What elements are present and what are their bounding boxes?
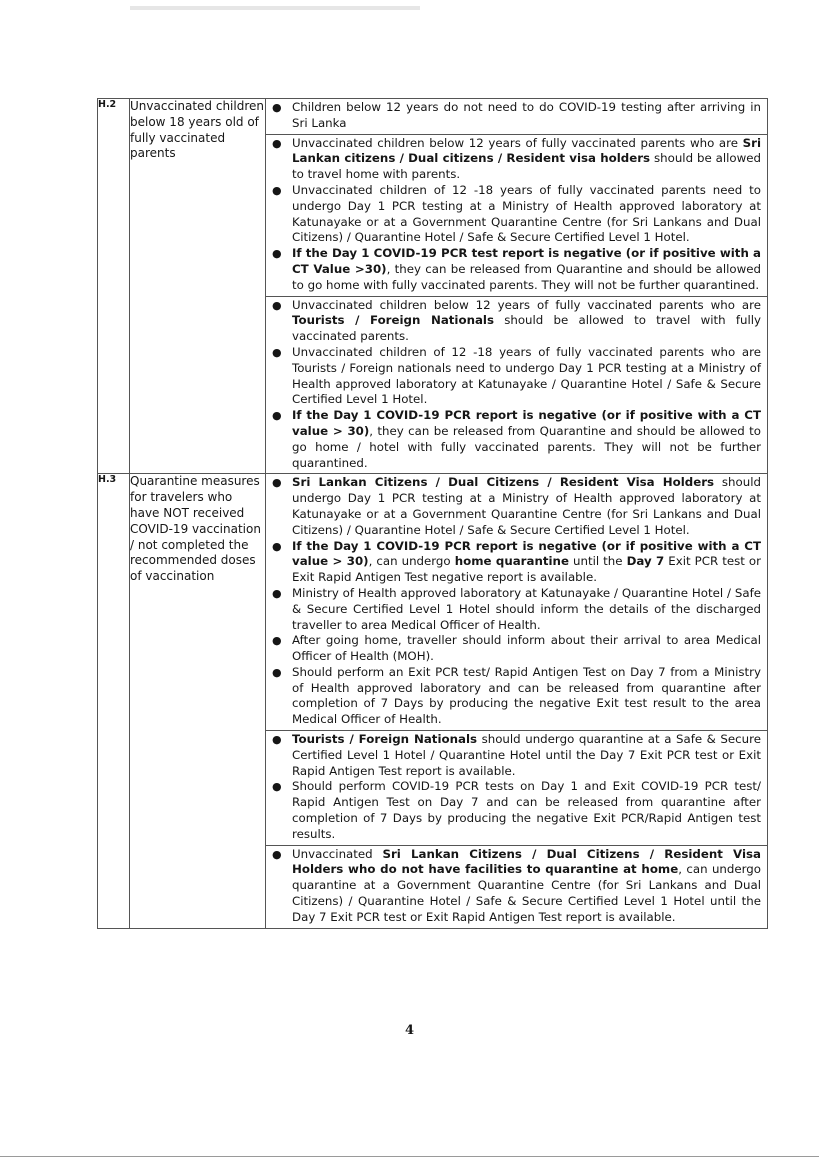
text: Ministry of Health approved laboratory at Katunayake / Quarantine Hotel / Safe & Secure Certified Level 1 Hotel should inform the details of the discharged traveller to area Medical Officer of Health.: [292, 585, 761, 632]
text: , can undergo: [368, 554, 455, 569]
text: Children below 12 years do not need to do COVID-19 testing after arriving in Sri Lanka: [292, 100, 761, 130]
text: After going home, traveller should inform about their arrival to area Medical Officer of Health (MOH).: [292, 633, 761, 664]
bold-text: Sri Lankan Citizens / Dual Citizens / Resident Visa Holders: [292, 475, 715, 490]
bullet-list: [266, 99, 767, 134]
bullet-dot-icon: ●: [272, 665, 282, 679]
text: should undergo Day 1 PCR testing at a Ministry of Health approved laboratory at Katunayake or at a Government Quarantine Centre (for Sri Lankans and Dual Citizens) / Quarantine Hotel / Safe & Secure Certified Level 1 Hotel.: [292, 475, 761, 537]
bullet-item: [272, 538, 762, 586]
bullet-item: [272, 182, 761, 246]
bullet-item: [272, 475, 761, 538]
bullet-list: [266, 135, 767, 296]
bullet-dot-icon: ●: [272, 409, 282, 423]
bullet-item: [272, 408, 761, 471]
guideline-cell: [266, 731, 768, 846]
bullet-dot-icon: ●: [272, 780, 282, 794]
bullet-item: [272, 135, 761, 183]
bold-text: Sri Lankan Citizens / Dual Citizens / Resident Visa Holders who do not have facilities to quarantine at home: [292, 846, 761, 877]
text: should undergo quarantine at a Safe & Secure Certified Level 1 Hotel / Quarantine Hotel until the Day 7 Exit PCR test or Exit Rapid Antigen Test report is available.: [292, 732, 761, 778]
bullet-dot-icon: ●: [272, 539, 282, 553]
bullet-dot-icon: ●: [272, 101, 282, 114]
scan-artifact: [130, 6, 420, 10]
bullet-dot-icon: ●: [272, 847, 282, 861]
bullet-item: [272, 585, 761, 633]
text: should be allowed to travel with fully vaccinated parents.: [292, 313, 762, 344]
bullet-item: [272, 246, 762, 293]
bullet-item: [272, 297, 762, 345]
text: Exit PCR test or Exit Rapid Antigen Test negative report is available.: [292, 554, 762, 585]
bold-text: If the Day 1 COVID-19 PCR report is negative (or if positive with a CT value > 30): [292, 538, 761, 569]
bullet-item: [272, 664, 761, 728]
bullet-dot-icon: ●: [272, 247, 282, 261]
bullet-dot-icon: ●: [272, 298, 282, 312]
bullet-dot-icon: ●: [272, 345, 282, 359]
text: Unvaccinated: [292, 846, 383, 861]
text: Unvaccinated children of 12 -18 years of fully vaccinated parents who are Tourists / Foreign nationals need to undergo Day 1 PCR testing at a Ministry of Health approved laboratory at Katunayake / Quarantine Hotel / Safe & Secure Certified Level 1 Hotel.: [292, 344, 761, 407]
bullet-item: [272, 633, 761, 665]
guideline-cell: [266, 99, 768, 135]
page-bottom-rule: [0, 1156, 819, 1157]
bullet-list: [266, 846, 767, 928]
section-title: Quarantine measures for travelers who have NOT received COVID-19 vaccination / not completed the recommended doses of vaccination: [130, 474, 266, 928]
text: Unvaccinated children of 12 -18 years of fully vaccinated parents need to undergo Day 1 PCR testing at a Ministry of Health approved laboratory at Katunayake or at a Government Quarantine Centre (for Sri Lankans and Dual Citizens) / Quarantine Hotel / Safe & Secure Certified Level 1 Hotel.: [292, 182, 761, 245]
bold-text: Tourists / Foreign Nationals: [292, 313, 494, 328]
text: , they can be released from Quarantine and should be allowed to go home / hotel with fully vaccinated parents. They will not be further quarantined.: [292, 423, 761, 470]
section-code: H.2: [98, 99, 130, 474]
section-title: Unvaccinated children below 18 years old of fully vaccinated parents: [130, 99, 266, 474]
section-code: H.3: [98, 474, 130, 928]
bold-text: If the Day 1 COVID-19 PCR test report is negative (or if positive with a CT Value >30): [292, 246, 761, 276]
bold-text: Tourists / Foreign Nationals: [292, 732, 478, 747]
text: , can undergo quarantine at a Government Quarantine Centre (for Sri Lankans and Dual Citizens) / Quarantine Hotel / Safe & Secure Certified Level 1 Hotel until the Day 7 Exit PCR test or Exit Rapid Antigen Test report is available.: [292, 862, 761, 924]
guidelines-table: [97, 98, 768, 929]
bullet-item: [272, 344, 761, 408]
guideline-cell: [266, 845, 768, 928]
bullet-list: [266, 474, 767, 730]
bullet-list: [266, 297, 767, 474]
text: should be allowed to travel home with parents.: [292, 151, 761, 182]
bold-text: If the Day 1 COVID-19 PCR report is negative (or if positive with a CT value > 30): [292, 408, 761, 438]
text: Should perform an Exit PCR test/ Rapid Antigen Test on Day 7 from a Ministry of Health approved laboratory and can be released from quarantine after completion of 7 Days by producing the negative Exit test result to the area Medical Officer of Health.: [292, 664, 761, 727]
bullet-dot-icon: ●: [272, 586, 282, 600]
guideline-cell: [266, 474, 768, 731]
bullet-dot-icon: ●: [272, 634, 282, 648]
bullet-item: [272, 732, 761, 779]
bullet-list: [266, 731, 767, 845]
bold-text: Day 7: [626, 554, 665, 569]
table-row: [98, 99, 768, 135]
text: Unvaccinated children below 12 years of fully vaccinated parents who are: [292, 135, 743, 150]
table-row: [98, 474, 768, 731]
text: until the: [568, 554, 627, 569]
text: Unvaccinated children below 12 years of fully vaccinated parents who are: [292, 297, 761, 312]
text: Should perform COVID-19 PCR tests on Day 1 and Exit COVID-19 PCR test/ Rapid Antigen Test on Day 7 and can be released from quarantine after completion of 7 Days by producing the negative Exit PCR/Rapid Antigen test results.: [292, 779, 761, 841]
bullet-dot-icon: ●: [272, 183, 282, 197]
bold-text: Sri Lankan citizens / Dual citizens / Resident visa holders: [292, 135, 761, 166]
bold-text: home quarantine: [454, 554, 569, 569]
guideline-cell: [266, 134, 768, 296]
text: , they can be released from Quarantine and should be allowed to go home with fully vaccinated parents. They will not be further quarantined.: [292, 261, 762, 292]
page-number: 4: [404, 1023, 415, 1038]
bullet-item: [272, 846, 761, 926]
bullet-item: [272, 100, 761, 132]
guideline-cell: [266, 296, 768, 474]
bullet-dot-icon: ●: [272, 476, 282, 490]
bullet-dot-icon: ●: [272, 733, 282, 747]
bullet-item: [272, 779, 761, 842]
bullet-dot-icon: ●: [272, 136, 282, 150]
